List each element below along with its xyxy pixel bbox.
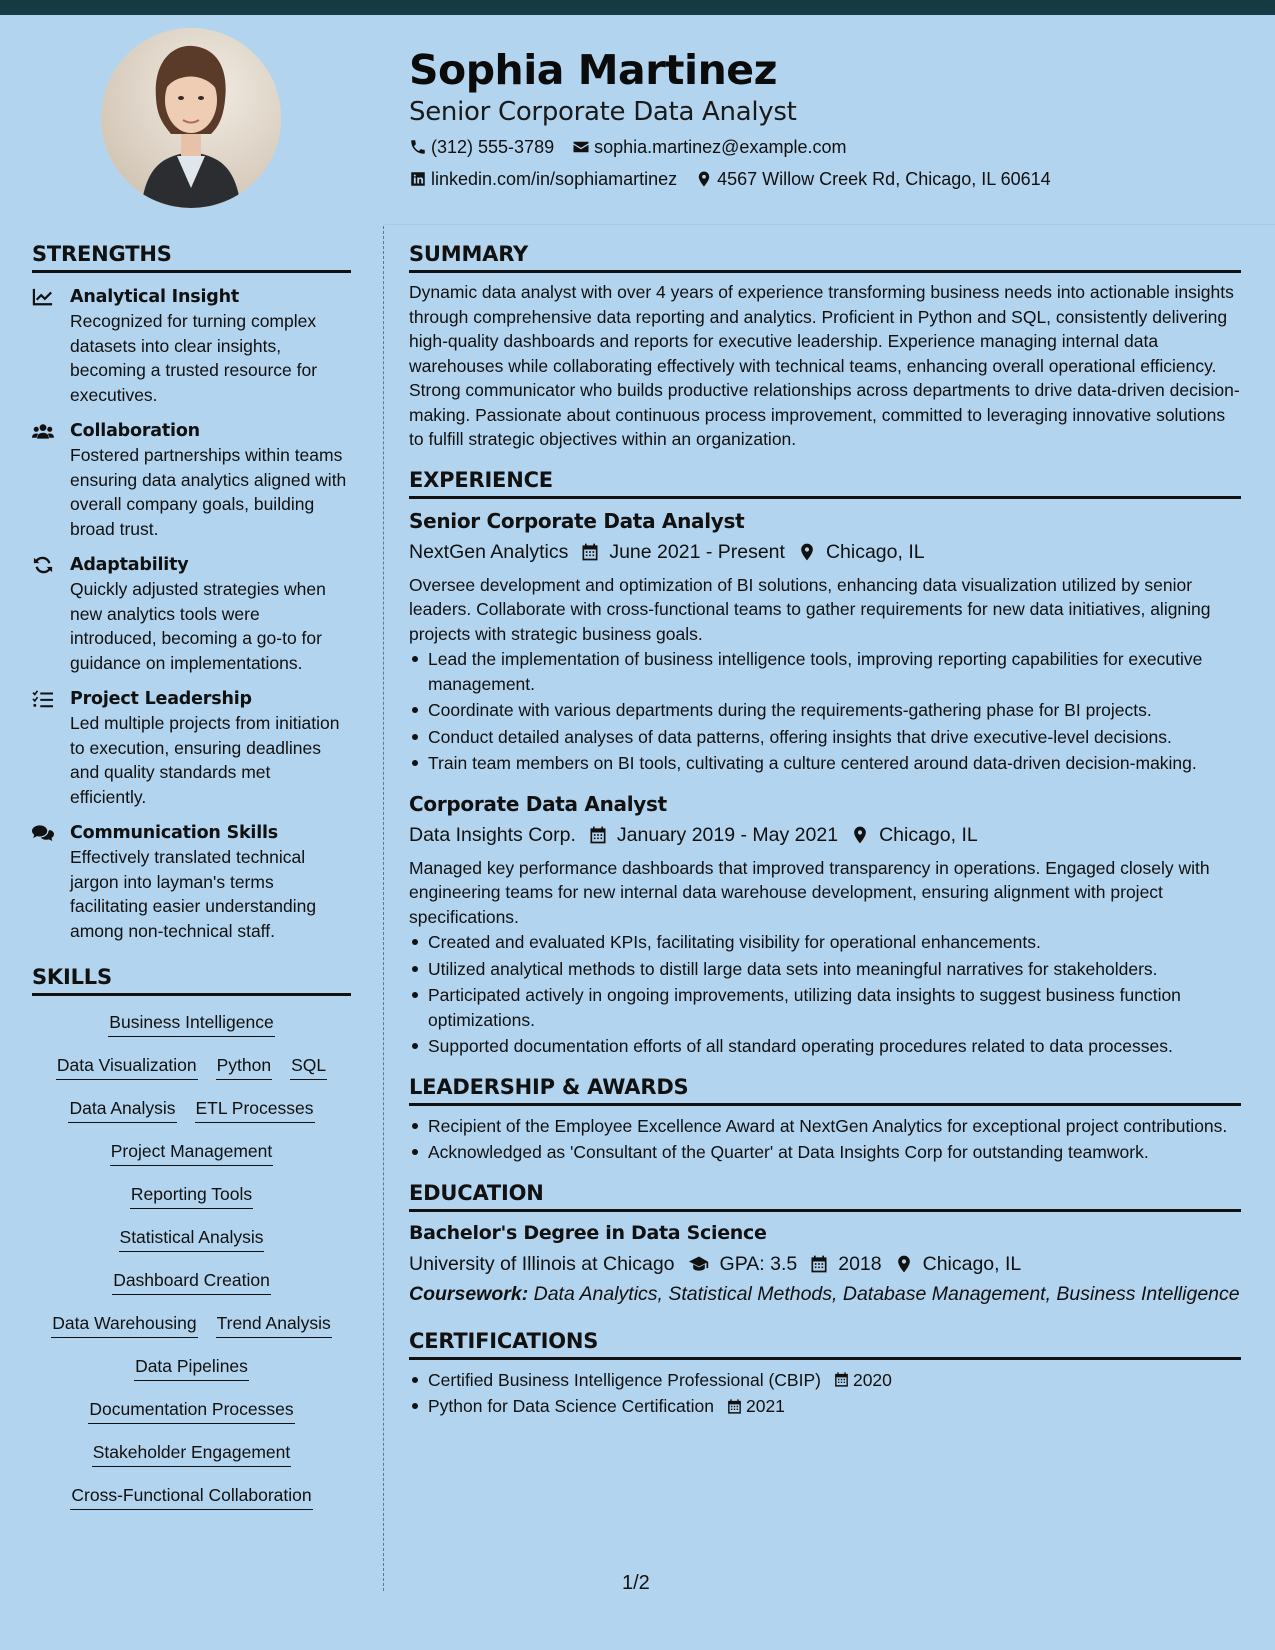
graduation-cap-icon <box>687 1254 711 1274</box>
job-bullet: Coordinate with various departments during the requirements-gathering phase for BI projects. <box>409 698 1241 723</box>
job-bullet: Supported documentation efforts of all standard operating procedures related to data processes. <box>409 1034 1241 1059</box>
job-description: Oversee development and optimization of BI solutions, enhancing data visualization utilized by senior leaders. Collaborate with cross-functional teams to gather requirements for new data initiatives, aligning projects with strategic business goals. <box>409 574 1211 644</box>
contact-row-1 <box>409 136 1249 158</box>
column-divider <box>383 226 384 1591</box>
email-text[interactable]: sophia.martinez@example.com <box>594 137 847 157</box>
linkedin-text[interactable]: linkedin.com/in/sophiamartinez <box>431 169 678 189</box>
skills-heading: SKILLS <box>32 963 351 996</box>
awards-heading: LEADERSHIP & AWARDS <box>409 1073 1241 1106</box>
strengths-heading: STRENGTHS <box>32 240 351 273</box>
email-contact[interactable] <box>572 136 846 158</box>
skill-tag: Reporting Tools <box>130 1182 253 1209</box>
strength-item <box>32 821 351 943</box>
calendar-icon <box>833 1371 850 1388</box>
job-bullet: Conduct detailed analyses of data patterns, offering insights that drive executive-level decisions. <box>409 725 1241 750</box>
location-pin-icon <box>894 1254 914 1274</box>
linkedin-icon <box>409 170 427 188</box>
strength-description: Quickly adjusted strategies when new analytics tools were introduced, becoming a go-to for guidance on implementations. <box>70 579 326 673</box>
tasks-icon <box>32 689 54 709</box>
envelope-icon <box>572 138 590 156</box>
job-title: Corporate Data Analyst <box>409 791 667 816</box>
linkedin-contact[interactable] <box>409 168 677 190</box>
page-number: 1/2 <box>622 1572 650 1594</box>
resume-header <box>409 42 1249 190</box>
job-bullet: Utilized analytical methods to distill large data sets into meaningful narratives for stakeholders. <box>409 957 1241 982</box>
job-description: Managed key performance dashboards that improved transparency in operations. Engaged closely with engineering teams for new internal data warehouse development, ensuring alignment with project specifications. <box>409 857 1210 927</box>
strengths-list <box>32 285 351 943</box>
certifications-section <box>409 1327 1241 1419</box>
award-item: Acknowledged as 'Consultant of the Quarter' at Data Insights Corp for outstanding teamwork. <box>409 1140 1241 1165</box>
job-meta <box>409 821 1241 849</box>
job-dates: June 2021 - Present <box>609 540 785 563</box>
school-location: Chicago, IL <box>922 1252 1022 1275</box>
awards-section <box>409 1073 1241 1165</box>
chart-line-icon <box>32 287 54 307</box>
skill-tag: SQL <box>290 1053 327 1080</box>
skill-tag: ETL Processes <box>195 1096 315 1123</box>
experience-heading: EXPERIENCE <box>409 466 1241 499</box>
phone-text: (312) 555-3789 <box>431 137 555 157</box>
strength-item <box>32 687 351 809</box>
award-item: Recipient of the Employee Excellence Award at NextGen Analytics for exceptional project contributions. <box>409 1114 1241 1139</box>
job-title: Senior Corporate Data Analyst <box>409 508 745 533</box>
calendar-icon <box>809 1254 829 1274</box>
skill-tag: Data Visualization <box>56 1053 198 1080</box>
coursework-label: Coursework: <box>409 1282 529 1305</box>
skill-tag: Project Management <box>110 1139 273 1166</box>
skill-tag: Statistical Analysis <box>119 1225 265 1252</box>
education-section <box>409 1179 1241 1307</box>
skill-tag: Cross-Functional Collaboration <box>70 1483 312 1510</box>
skill-tag: Business Intelligence <box>108 1010 274 1037</box>
job-bullet: Created and evaluated KPIs, facilitating visibility for operational enhancements. <box>409 930 1241 955</box>
summary-section <box>409 240 1241 452</box>
strength-item <box>32 553 351 675</box>
skill-tag: Documentation Processes <box>88 1397 294 1424</box>
calendar-icon <box>580 542 600 562</box>
left-column <box>32 240 351 1526</box>
company-name: Data Insights Corp. <box>409 823 576 846</box>
education-heading: EDUCATION <box>409 1179 1241 1212</box>
address-text: 4567 Willow Creek Rd, Chicago, IL 60614 <box>717 169 1051 189</box>
location-pin-icon <box>850 825 870 845</box>
strength-item <box>32 419 351 541</box>
job-entry <box>409 790 1241 1059</box>
skill-tag: Data Analysis <box>68 1096 176 1123</box>
job-bullet: Train team members on BI tools, cultivating a culture centered around data-driven decision-making. <box>409 751 1241 776</box>
strength-title: Analytical Insight <box>70 287 239 307</box>
degree-title: Bachelor's Degree in Data Science <box>409 1221 767 1244</box>
certification-name: Certified Business Intelligence Professional (CBIP) <box>428 1369 821 1390</box>
phone-icon <box>409 138 427 156</box>
profile-photo <box>101 28 281 208</box>
comments-icon <box>32 823 54 843</box>
summary-text: Dynamic data analyst with over 4 years of experience transforming business needs into actionable insights through comprehensive data reporting and analytics. Proficient in Python and SQL, consistently delivering high-quality dashboards and reports for executive leadership. Experience managing internal data warehouses while collaborating effectively with technical teams, enhancing overall operational efficiency. Strong communicator who builds productive relationships across departments to drive data-driven decision-making. Passionate about continuous process improvement, committed to leveraging innovative solutions to fulfill strategic objectives within an organization. <box>409 282 1240 449</box>
graduation-year: 2018 <box>838 1252 882 1275</box>
users-icon <box>32 421 54 441</box>
calendar-icon <box>726 1398 743 1415</box>
strength-description: Led multiple projects from initiation to execution, ensuring deadlines and quality standards met efficiently. <box>70 713 340 807</box>
certification-year: 2020 <box>852 1369 892 1390</box>
certification-item <box>409 1368 1241 1393</box>
location-pin-icon <box>797 542 817 562</box>
job-location: Chicago, IL <box>825 540 925 563</box>
strength-title: Adaptability <box>70 555 189 575</box>
skill-tag: Stakeholder Engagement <box>92 1440 292 1467</box>
gpa-text: GPA: 3.5 <box>719 1252 798 1275</box>
candidate-name: Sophia Martinez <box>409 46 777 94</box>
header-separator <box>385 224 1275 225</box>
top-accent-bar <box>0 0 1275 15</box>
skill-tag: Data Warehousing <box>51 1311 197 1338</box>
awards-list <box>409 1114 1241 1165</box>
sync-icon <box>32 555 54 575</box>
coursework-list: Data Analytics, Statistical Methods, Database Management, Business Intelligence <box>533 1282 1240 1305</box>
certifications-list <box>409 1368 1241 1419</box>
job-dates: January 2019 - May 2021 <box>616 823 839 846</box>
certification-name: Python for Data Science Certification <box>428 1396 714 1416</box>
contact-row-2 <box>409 168 1249 190</box>
skill-tag: Dashboard Creation <box>112 1268 271 1295</box>
skill-tag: Data Pipelines <box>134 1354 249 1381</box>
strength-title: Collaboration <box>70 421 200 441</box>
school-name: University of Illinois at Chicago <box>409 1252 675 1275</box>
candidate-title: Senior Corporate Data Analyst <box>409 97 797 127</box>
strength-description: Effectively translated technical jargon into layman's terms facilitating easier understanding among non-technical staff. <box>70 847 317 941</box>
job-location: Chicago, IL <box>879 823 978 846</box>
skill-tag: Python <box>216 1053 272 1080</box>
job-bullets <box>409 647 1241 776</box>
job-bullet: Lead the implementation of business intelligence tools, improving reporting capabilities for executive management. <box>409 647 1241 696</box>
location-pin-icon <box>695 170 713 188</box>
strength-description: Recognized for turning complex datasets into clear insights, becoming a trusted resource for executives. <box>70 311 318 405</box>
strength-description: Fostered partnerships within teams ensuring data analytics aligned with overall company goals, building broad trust. <box>70 445 347 539</box>
certifications-heading: CERTIFICATIONS <box>409 1327 1241 1360</box>
address-contact <box>695 168 1051 190</box>
experience-section <box>409 466 1241 1059</box>
coursework <box>409 1282 1241 1307</box>
job-entry <box>409 507 1241 776</box>
summary-heading: SUMMARY <box>409 240 1241 273</box>
strength-title: Project Leadership <box>70 689 252 709</box>
right-column <box>409 240 1241 1433</box>
certification-year: 2021 <box>745 1396 785 1416</box>
strength-item <box>32 285 351 407</box>
job-bullet: Participated actively in ongoing improvements, utilizing data insights to suggest business function optimizations. <box>409 983 1241 1032</box>
job-bullets <box>409 930 1241 1059</box>
strength-title: Communication Skills <box>70 823 279 843</box>
skill-tag: Trend Analysis <box>216 1311 332 1338</box>
job-meta <box>409 538 1241 566</box>
profile-photo-image <box>101 28 281 208</box>
company-name: NextGen Analytics <box>409 540 569 563</box>
skills-list <box>32 1010 351 1510</box>
calendar-icon <box>588 825 608 845</box>
education-meta <box>409 1250 1241 1278</box>
phone-contact <box>409 136 554 158</box>
certification-item <box>409 1394 1241 1419</box>
